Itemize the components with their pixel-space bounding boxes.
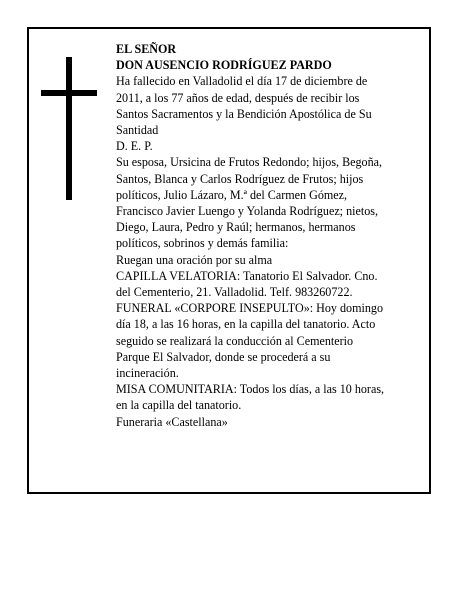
body-line: día 18, a las 16 horas, en la capilla del tanatorio. Acto bbox=[116, 317, 376, 332]
cross-vertical-bar bbox=[66, 57, 72, 200]
body-line: Santos, Blanca y Carlos Rodríguez de Frutos; hijos bbox=[116, 171, 364, 186]
funeral-home-line: Funeraria «Castellana» bbox=[116, 414, 228, 429]
body-line: políticos, sobrinos y demás familia: bbox=[116, 236, 289, 251]
body-line: Ha fallecido en Valladolid el día 17 de diciembre de bbox=[116, 74, 368, 89]
deceased-name: DON AUSENCIO RODRÍGUEZ PARDO bbox=[116, 58, 332, 73]
body-line: Francisco Javier Luengo y Yolanda Rodríguez; nietos, bbox=[116, 204, 378, 219]
body-line: Parque El Salvador, donde se procederá a su bbox=[116, 349, 331, 364]
body-line: Santos Sacramentos y la Bendición Apostólica de Su bbox=[116, 106, 372, 121]
body-line: 2011, a los 77 años de edad, después de recibir los bbox=[116, 90, 360, 105]
latin-cross-icon bbox=[41, 57, 97, 200]
body-line: seguido se realizará la conducción al Cementerio bbox=[116, 333, 354, 348]
notice-text bbox=[116, 41, 426, 430]
body-line: políticos, Julio Lázaro, M.ª del Carmen Gómez, bbox=[116, 187, 348, 202]
prayer-request-line: Ruegan una oración por su alma bbox=[116, 252, 273, 267]
body-line: FUNERAL «CORPORE INSEPULTO»: Hoy domingo bbox=[116, 301, 383, 316]
body-line: en la capilla del tanatorio. bbox=[116, 398, 242, 413]
title-line: EL SEÑOR bbox=[116, 42, 177, 56]
body-line: Santidad bbox=[116, 123, 159, 138]
body-line: Su esposa, Ursicina de Frutos Redondo; hijos, Begoña, bbox=[116, 155, 383, 170]
body-line: CAPILLA VELATORIA: Tanatorio El Salvador. Cno. bbox=[116, 268, 378, 283]
rest-in-peace-line: D. E. P. bbox=[116, 139, 153, 154]
body-line: MISA COMUNITARIA: Todos los días, a las 10 horas, bbox=[116, 382, 385, 397]
obituary-notice bbox=[27, 27, 431, 494]
body-line: Diego, Laura, Pedro y Raúl; hermanos, hermanos bbox=[116, 220, 356, 235]
body-line: del Cementerio, 21. Valladolid. Telf. 983260722. bbox=[116, 285, 353, 300]
cross-horizontal-bar bbox=[41, 90, 97, 96]
body-line: incineración. bbox=[116, 366, 179, 381]
